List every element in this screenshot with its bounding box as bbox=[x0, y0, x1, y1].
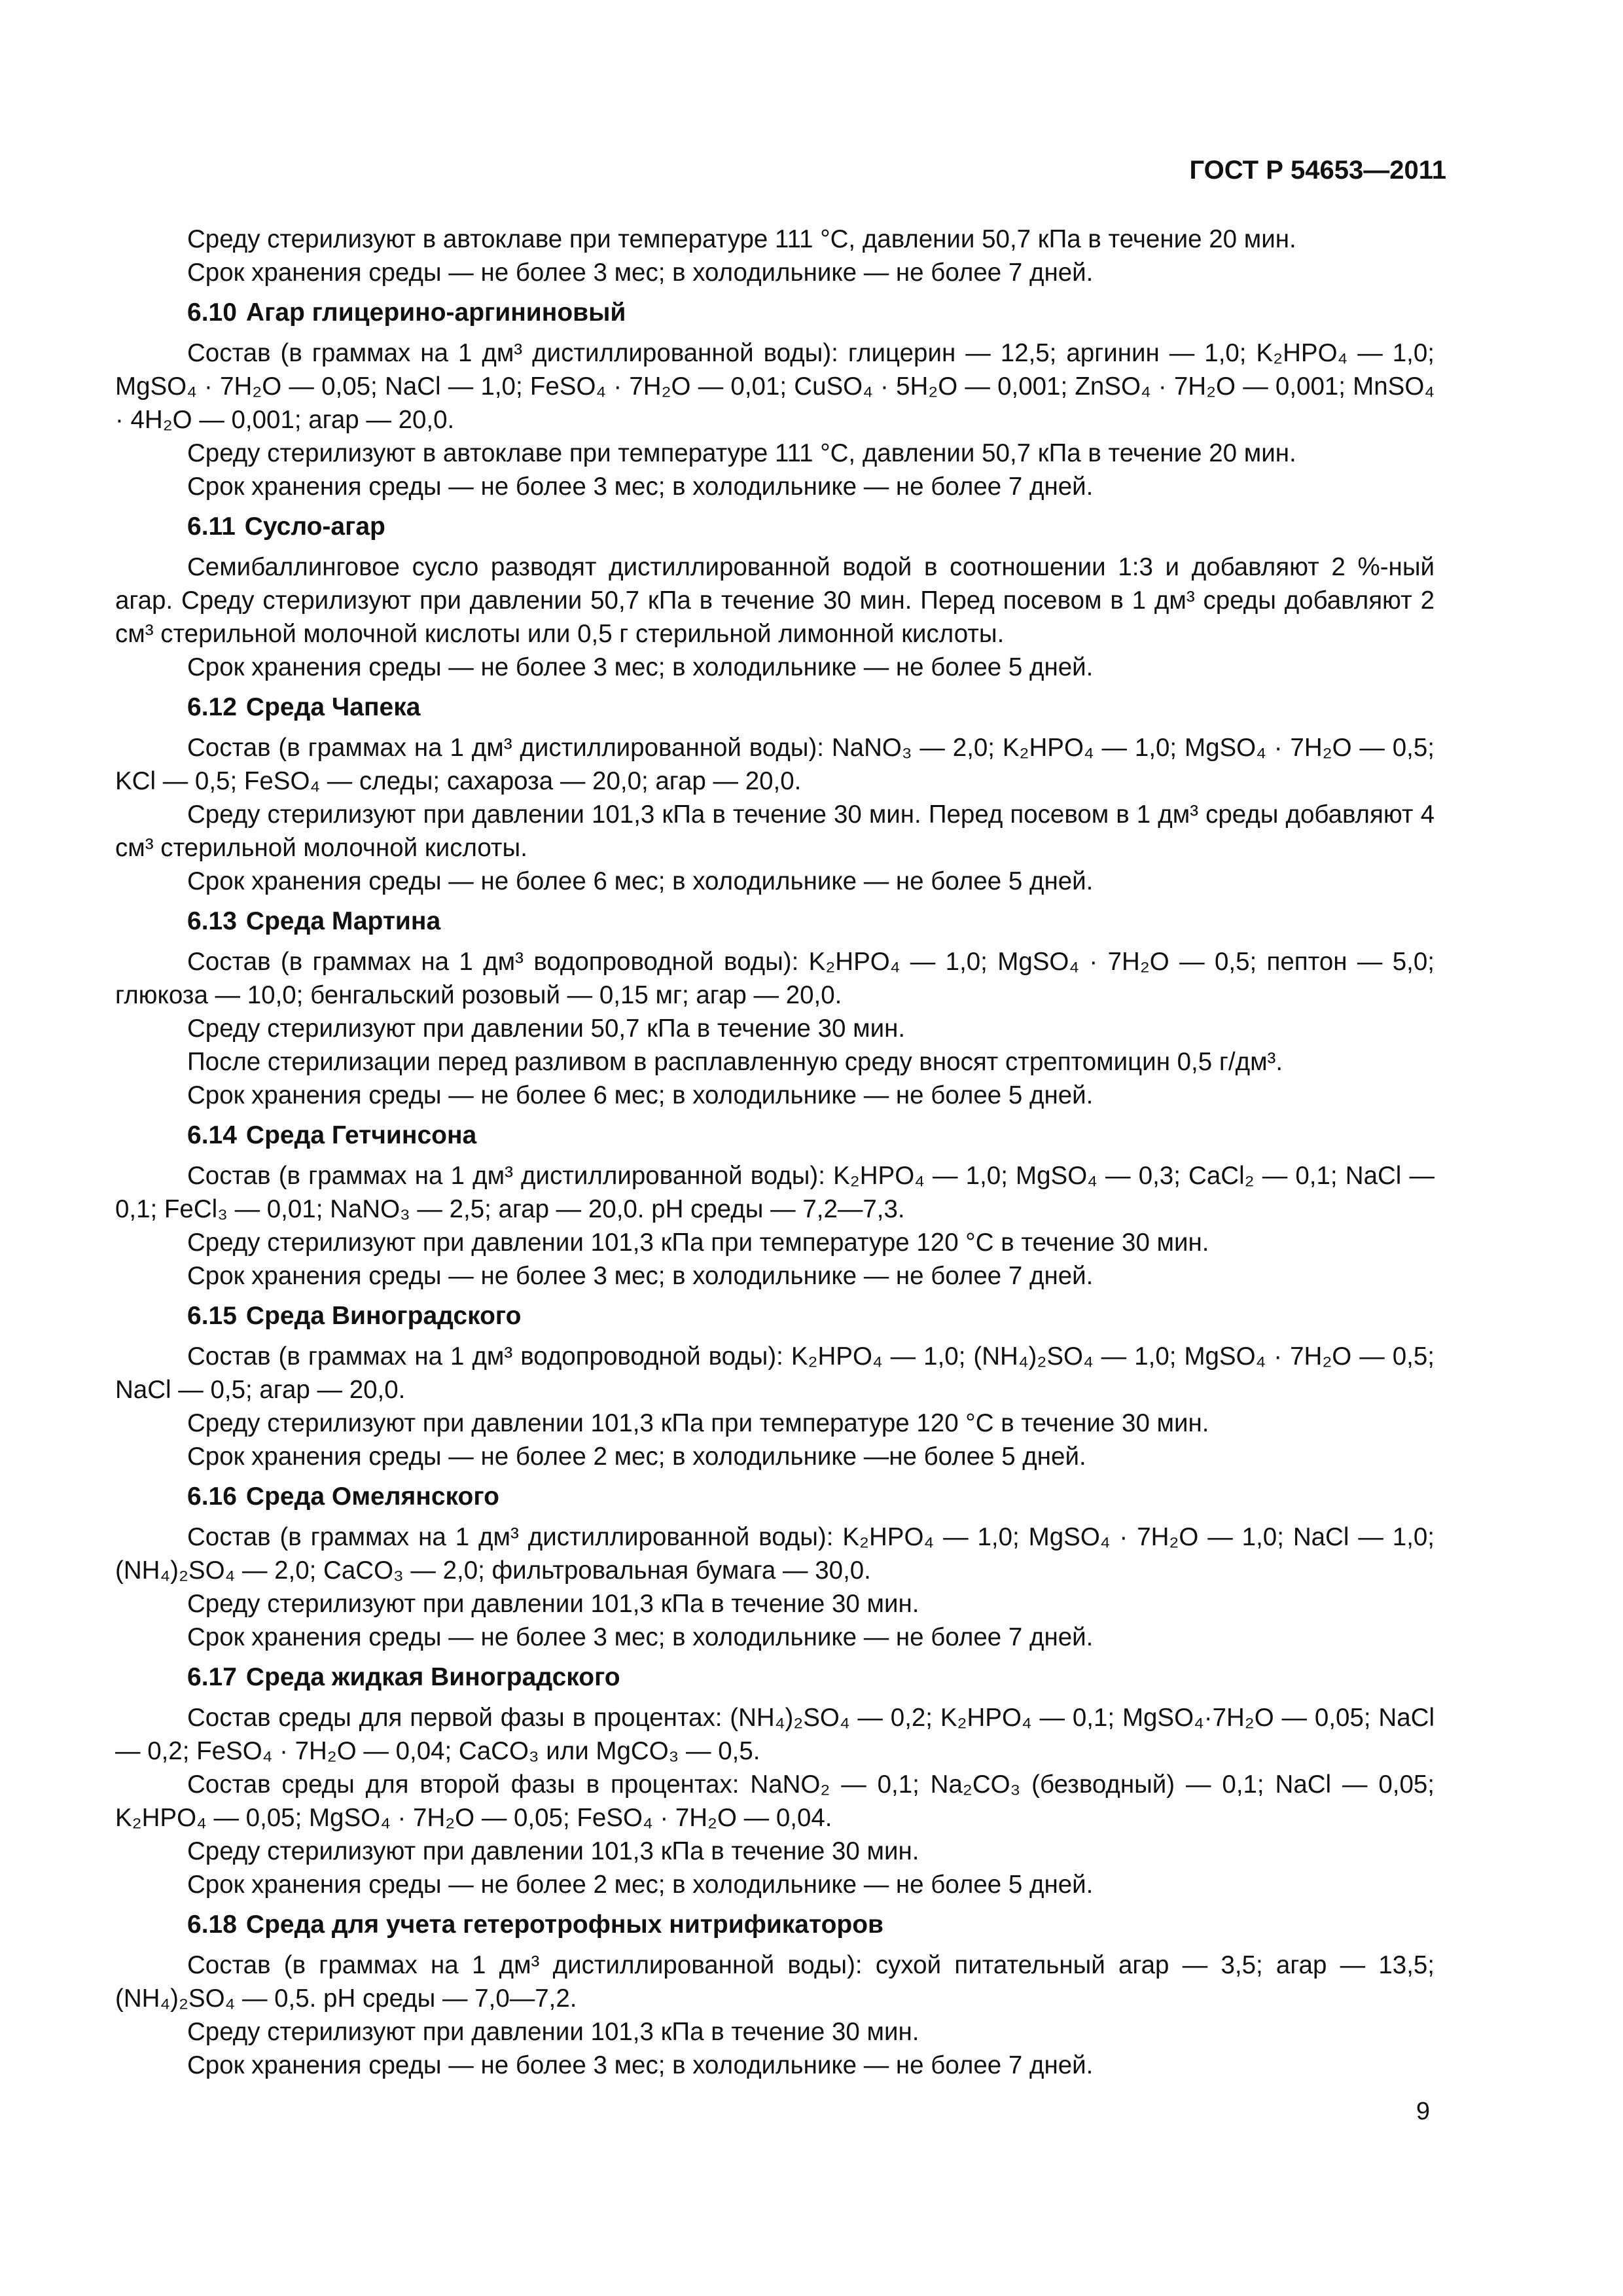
section-heading bbox=[115, 295, 1435, 331]
section-paragraph: Среду стерилизуют при давлении 101,3 кПа при температуре 120 °С в течение 30 мин. bbox=[187, 1229, 1209, 1257]
section-number: 6.14 bbox=[187, 1121, 237, 1149]
section-number: 6.15 bbox=[187, 1302, 237, 1330]
section-paragraph: Срок хранения среды — не более 3 мес; в холодильнике — не более 7 дней. bbox=[187, 1262, 1094, 1290]
section-title: Среда для учета гетеротрофных нитрификаторов bbox=[245, 1910, 884, 1939]
section-number: 6.12 bbox=[187, 693, 237, 721]
section-paragraph: Срок хранения среды — не более 2 мес; в холодильнике —не более 5 дней. bbox=[187, 1443, 1086, 1471]
document-body bbox=[115, 223, 1435, 2082]
section-heading bbox=[115, 903, 1435, 940]
section-title: Среда Гетчинсона bbox=[245, 1121, 477, 1149]
document-header: ГОСТ Р 54653—2011 bbox=[1189, 156, 1446, 185]
section-number: 6.13 bbox=[187, 907, 237, 935]
section-paragraph: Срок хранения среды — не более 2 мес; в холодильнике — не более 5 дней. bbox=[187, 1871, 1094, 1899]
section-paragraph: Состав среды для второй фазы в процентах: NaNO₂ — 0,1; Na₂CO₃ (безводный) — 0,1; NaCl — 0,05; K₂HPO₄ — 0,05; MgSO₄ · 7H₂O — 0,05; FeSO₄ · 7H₂O — 0,04. bbox=[115, 1770, 1435, 1832]
section-paragraph: Среду стерилизуют при давлении 101,3 кПа при температуре 120 °С в течение 30 мин. bbox=[187, 1409, 1209, 1437]
section-number: 6.17 bbox=[187, 1663, 237, 1691]
section-paragraph: Состав (в граммах на 1 дм³ дистиллированной воды): K₂HPO₄ — 1,0; MgSO₄ — 0,3; CaCl₂ — 0,1; NaCl — 0,1; FeCl₃ — 0,01; NaNO₃ — 2,5; агар — 20,0. pH среды — 7,2—7,3. bbox=[115, 1162, 1435, 1223]
section-paragraph: Среду стерилизуют при давлении 101,3 кПа в течение 30 мин. bbox=[187, 2018, 919, 2046]
section-paragraph: Срок хранения среды — не более 6 мес; в холодильнике — не более 5 дней. bbox=[187, 867, 1094, 895]
section-paragraph: Состав среды для первой фазы в процентах: (NH₄)₂SO₄ — 0,2; K₂HPO₄ — 0,1; MgSO₄·7H₂O — 0,05; NaCl — 0,2; FeSO₄ · 7H₂O — 0,04; CaCO₃ или MgCO₃ — 0,5. bbox=[115, 1704, 1435, 1765]
section-paragraph: Состав (в граммах на 1 дм³ водопроводной воды): K₂HPO₄ — 1,0; MgSO₄ · 7H₂O — 0,5; пептон — 5,0; глюкоза — 10,0; бенгальский розовый — 0,15 мг; агар — 20,0. bbox=[115, 948, 1435, 1009]
section-heading bbox=[115, 509, 1435, 545]
section-title: Сусло-агар bbox=[244, 512, 385, 541]
section-number: 6.10 bbox=[187, 298, 237, 327]
page-number: 9 bbox=[1416, 2098, 1430, 2125]
section-title: Среда Виноградского bbox=[245, 1302, 522, 1330]
section-paragraph: Состав (в граммах на 1 дм³ дистиллированной воды): глицерин — 12,5; аргинин — 1,0; K₂HPO₄ — 1,0; MgSO₄ · 7H₂O — 0,05; NaCl — 1,0; FeSO₄ · 7H₂O — 0,01; CuSO₄ · 5H₂O — 0,001; ZnSO₄ · 7H₂O — 0,001; MnSO₄ · 4H₂O — 0,001; агар — 20,0. bbox=[115, 339, 1435, 434]
section-paragraph: После стерилизации перед разливом в расплавленную среду вносят стрептомицин 0,5 г/дм³. bbox=[187, 1048, 1283, 1076]
section-paragraph: Среду стерилизуют при давлении 101,3 кПа в течение 30 мин. bbox=[187, 1837, 919, 1865]
section-paragraph: Срок хранения среды — не более 6 мес; в холодильнике — не более 5 дней. bbox=[187, 1081, 1094, 1109]
section-paragraph: Среду стерилизуют при давлении 101,3 кПа в течение 30 мин. Перед посевом в 1 дм³ среды добавляют 4 см³ стерильной молочной кислоты. bbox=[115, 800, 1435, 862]
section-number: 6.16 bbox=[187, 1482, 237, 1511]
intro-paragraph: Срок хранения среды — не более 3 мес; в холодильнике — не более 7 дней. bbox=[187, 259, 1094, 287]
intro-paragraph: Среду стерилизуют в автоклаве при температуре 111 °С, давлении 50,7 кПа в течение 20 мин. bbox=[187, 225, 1296, 253]
section-paragraph: Срок хранения среды — не более 3 мес; в холодильнике — не более 5 дней. bbox=[187, 653, 1094, 681]
section-paragraph: Срок хранения среды — не более 3 мес; в холодильнике — не более 7 дней. bbox=[187, 2051, 1094, 2079]
section-paragraph: Срок хранения среды — не более 3 мес; в холодильнике — не более 7 дней. bbox=[187, 473, 1094, 501]
section-paragraph: Среду стерилизуют в автоклаве при температуре 111 °С, давлении 50,7 кПа в течение 20 мин. bbox=[187, 439, 1296, 467]
section-number: 6.18 bbox=[187, 1910, 237, 1939]
section-title: Среда Чапека bbox=[245, 693, 421, 721]
section-paragraph: Семибаллинговое сусло разводят дистиллированной водой в соотношении 1:3 и добавляют 2 %-ный агар. Среду стерилизуют при давлении 50,7 кПа в течение 30 мин. Перед посевом в 1 дм³ среды добавляют 2 см³ стерильной молочной кислоты или 0,5 г стерильной лимонной кислоты. bbox=[115, 553, 1435, 648]
section-paragraph: Состав (в граммах на 1 дм³ дистиллированной воды): сухой питательный агар — 3,5; агар — 13,5; (NH₄)₂SO₄ — 0,5. pH среды — 7,0—7,2. bbox=[115, 1951, 1435, 2013]
section-heading bbox=[115, 1479, 1435, 1515]
section-title: Среда Мартина bbox=[245, 907, 441, 935]
section-heading bbox=[115, 1907, 1435, 1943]
section-paragraph: Состав (в граммах на 1 дм³ водопроводной воды): K₂HPO₄ — 1,0; (NH₄)₂SO₄ — 1,0; MgSO₄ · 7H₂O — 0,5; NaCl — 0,5; агар — 20,0. bbox=[115, 1342, 1435, 1404]
section-paragraph: Срок хранения среды — не более 3 мес; в холодильнике — не более 7 дней. bbox=[187, 1623, 1094, 1651]
section-number: 6.11 bbox=[187, 512, 236, 541]
section-heading bbox=[115, 689, 1435, 726]
section-paragraph: Среду стерилизуют при давлении 101,3 кПа в течение 30 мин. bbox=[187, 1590, 919, 1618]
section-paragraph: Среду стерилизуют при давлении 50,7 кПа в течение 30 мин. bbox=[187, 1014, 906, 1043]
section-heading bbox=[115, 1659, 1435, 1696]
section-title: Агар глицерино-аргининовый bbox=[245, 298, 626, 327]
section-title: Среда Омелянского bbox=[245, 1482, 499, 1511]
section-heading bbox=[115, 1298, 1435, 1335]
section-paragraph: Состав (в граммах на 1 дм³ дистиллированной воды): K₂HPO₄ — 1,0; MgSO₄ · 7H₂O — 1,0; NaCl — 1,0; (NH₄)₂SO₄ — 2,0; CaCO₃ — 2,0; фильтровальная бумага — 30,0. bbox=[115, 1523, 1435, 1585]
section-paragraph: Состав (в граммах на 1 дм³ дистиллированной воды): NaNO₃ — 2,0; K₂HPO₄ — 1,0; MgSO₄ · 7H₂O — 0,5; KCl — 0,5; FeSO₄ — следы; сахароза — 20,0; агар — 20,0. bbox=[115, 734, 1435, 795]
section-title: Среда жидкая Виноградского bbox=[245, 1663, 620, 1691]
section-heading bbox=[115, 1117, 1435, 1154]
